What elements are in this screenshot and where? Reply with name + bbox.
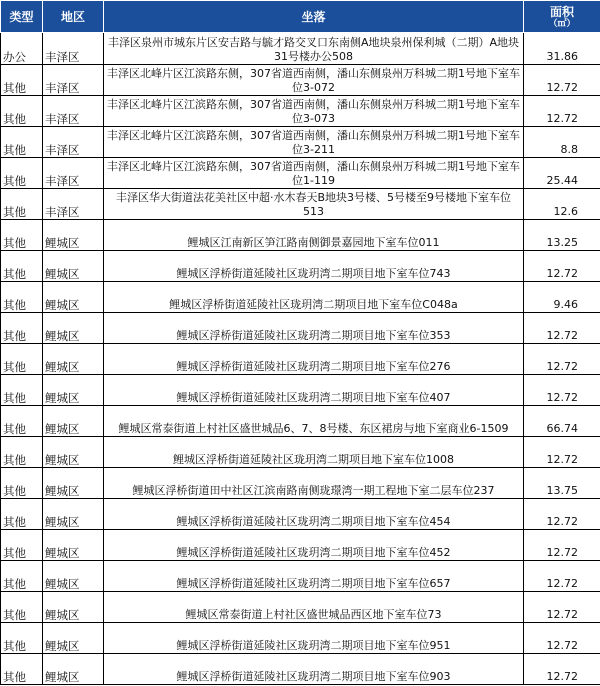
header-type: 类型 [1,1,43,33]
table-row [1,468,600,499]
type-cell: 其他 [1,406,43,437]
type-cell: 其他 [1,437,43,468]
table-row [1,96,600,127]
district-cell: 鲤城区 [43,530,104,561]
location-cell: 丰泽区泉州市城东片区安吉路与毓才路交叉口东南侧A地块泉州保利城（二期）A地块31号楼办公508 [104,33,524,65]
area-cell: 12.72 [524,251,600,282]
area-cell: 13.75 [524,468,600,499]
district-cell: 丰泽区 [43,127,104,158]
location-cell: 鲤城区浮桥街道延陵社区珑玥湾二期项目地下室车位951 [104,623,524,654]
type-cell: 其他 [1,158,43,189]
type-cell: 其他 [1,96,43,127]
type-cell: 其他 [1,127,43,158]
district-cell: 鲤城区 [43,623,104,654]
location-cell: 鲤城区江南新区笋江路南侧御景嘉园地下室车位011 [104,220,524,251]
area-cell: 12.72 [524,592,600,623]
area-cell: 12.72 [524,561,600,592]
area-cell: 9.46 [524,282,600,313]
type-cell: 其他 [1,468,43,499]
district-cell: 鲤城区 [43,313,104,344]
header-area-label: 面积 [549,4,574,19]
location-cell: 鲤城区浮桥街道延陵社区珑玥湾二期项目地下室车位407 [104,375,524,406]
location-cell: 鲤城区浮桥街道延陵社区珑玥湾二期项目地下室车位C048a [104,282,524,313]
area-cell: 12.72 [524,96,600,127]
table-row [1,406,600,437]
district-cell: 鲤城区 [43,468,104,499]
type-cell: 其他 [1,282,43,313]
table-row [1,530,600,561]
location-cell: 丰泽区北峰片区江滨路东侧，307省道西南侧，潘山东侧泉州万科城二期1号地下室车位3-073 [104,96,524,127]
location-cell: 鲤城区浮桥街道延陵社区珑玥湾二期项目地下室车位276 [104,344,524,375]
type-cell: 其他 [1,592,43,623]
table-row [1,344,600,375]
area-cell: 12.72 [524,437,600,468]
location-cell: 鲤城区浮桥街道延陵社区珑玥湾二期项目地下室车位1008 [104,437,524,468]
type-cell: 其他 [1,654,43,685]
area-cell: 12.72 [524,313,600,344]
type-cell: 其他 [1,499,43,530]
table-row [1,251,600,282]
district-cell: 鲤城区 [43,251,104,282]
table-body [1,33,600,685]
header-area [524,1,600,33]
table-row [1,437,600,468]
location-cell: 丰泽区北峰片区江滨路东侧，307省道西南侧，潘山东侧泉州万科城二期1号地下室车位3-072 [104,65,524,96]
district-cell: 鲤城区 [43,220,104,251]
table-row [1,313,600,344]
type-cell: 办公 [1,33,43,65]
area-cell: 13.25 [524,220,600,251]
area-cell: 31.86 [524,33,600,65]
type-cell: 其他 [1,251,43,282]
table-row [1,127,600,158]
location-cell: 鲤城区浮桥街道延陵社区珑玥湾二期项目地下室车位743 [104,251,524,282]
district-cell: 鲤城区 [43,375,104,406]
district-cell: 丰泽区 [43,65,104,96]
area-cell: 12.72 [524,375,600,406]
location-cell: 鲤城区浮桥街道延陵社区珑玥湾二期项目地下室车位353 [104,313,524,344]
header-area-unit: （㎡） [548,18,576,29]
location-cell: 鲤城区常泰街道上村社区盛世城品6、7、8号楼、东区裙房与地下室商业6-1509 [104,406,524,437]
table-row [1,65,600,96]
area-cell: 25.44 [524,158,600,189]
type-cell: 其他 [1,313,43,344]
type-cell: 其他 [1,623,43,654]
district-cell: 鲤城区 [43,654,104,685]
district-cell: 鲤城区 [43,561,104,592]
type-cell: 其他 [1,65,43,96]
type-cell: 其他 [1,344,43,375]
district-cell: 丰泽区 [43,96,104,127]
area-cell: 12.72 [524,344,600,375]
district-cell: 鲤城区 [43,592,104,623]
table-row [1,189,600,220]
location-cell: 丰泽区北峰片区江滨路东侧，307省道西南侧，潘山东侧泉州万科城二期1号地下室车位3-211 [104,127,524,158]
header-row [1,1,600,33]
location-cell: 鲤城区浮桥街道延陵社区珑玥湾二期项目地下室车位454 [104,499,524,530]
area-cell: 8.8 [524,127,600,158]
type-cell: 其他 [1,375,43,406]
district-cell: 鲤城区 [43,282,104,313]
table-row [1,623,600,654]
table-header [1,1,600,33]
district-cell: 鲤城区 [43,437,104,468]
location-cell: 鲤城区浮桥街道延陵社区珑玥湾二期项目地下室车位903 [104,654,524,685]
location-cell: 丰泽区华大街道法花美社区中超·水木春天B地块3号楼、5号楼至9号楼地下室车位513 [104,189,524,220]
area-cell: 12.72 [524,654,600,685]
type-cell: 其他 [1,530,43,561]
type-cell: 其他 [1,189,43,220]
location-cell: 丰泽区北峰片区江滨路东侧，307省道西南侧，潘山东侧泉州万科城二期1号地下室车位1-119 [104,158,524,189]
area-cell: 12.6 [524,189,600,220]
table-row [1,158,600,189]
type-cell: 其他 [1,220,43,251]
district-cell: 丰泽区 [43,189,104,220]
location-cell: 鲤城区常泰街道上村社区盛世城品西区地下室车位73 [104,592,524,623]
table-row [1,375,600,406]
area-cell: 12.72 [524,623,600,654]
area-cell: 12.72 [524,65,600,96]
location-cell: 鲤城区浮桥街道延陵社区珑玥湾二期项目地下室车位452 [104,530,524,561]
type-cell: 其他 [1,561,43,592]
table-row [1,33,600,65]
area-cell: 12.72 [524,530,600,561]
table-row [1,654,600,685]
table-row [1,282,600,313]
district-cell: 丰泽区 [43,33,104,65]
district-cell: 鲤城区 [43,499,104,530]
table-row [1,220,600,251]
table-row [1,592,600,623]
table-row [1,499,600,530]
district-cell: 鲤城区 [43,406,104,437]
district-cell: 丰泽区 [43,158,104,189]
header-district: 地区 [43,1,104,33]
area-cell: 66.74 [524,406,600,437]
location-cell: 鲤城区浮桥街道田中社区江滨南路南侧珑璟湾一期工程地下室二层车位237 [104,468,524,499]
location-cell: 鲤城区浮桥街道延陵社区珑玥湾二期项目地下室车位657 [104,561,524,592]
area-cell: 12.72 [524,499,600,530]
table-row [1,561,600,592]
header-location: 坐落 [104,1,524,33]
district-cell: 鲤城区 [43,344,104,375]
